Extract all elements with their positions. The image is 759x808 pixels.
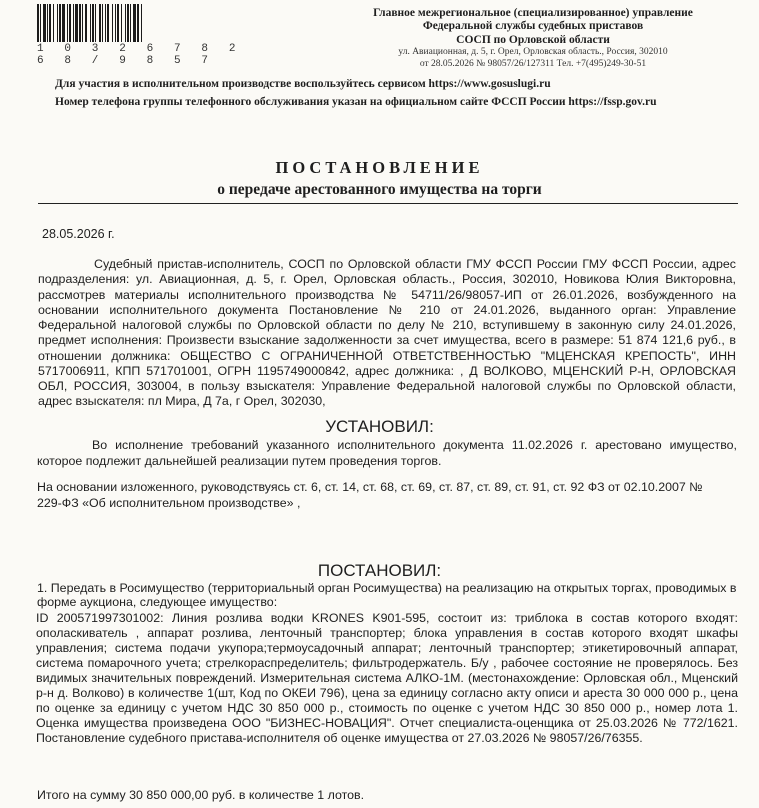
agency-address-block (332, 47, 734, 70)
resolution-item-1: 1. Передать в Росимущество (территориальный орган Росимущества) на реализацию на открытых торгах, проводимых в форме аукциона, следующее имущество: (37, 581, 737, 610)
agency-line-2: Федеральной службы судебных приставов (422, 20, 644, 33)
agency-header (332, 7, 734, 47)
document-subtitle: о передаче арестованного имущества на торги (217, 181, 542, 198)
resolved-heading: ПОСТАНОВИЛ: (317, 561, 442, 580)
title-divider (38, 203, 738, 204)
document-date: 28.05.2026 г. (42, 227, 115, 241)
fssp-notice: Номер телефона группы телефонного обслуживания указан на официальном сайте ФССП России https://fssp.gov.ru (55, 96, 657, 108)
document-title: ПОСТАНОВЛЕНИЕ (275, 158, 484, 177)
property-description: ID 200571997301002: Линия розлива водки KRONES K901-595, состоит из: триблока в состав которого входят: ополаскиватель , аппарат розлива, ленточный транспортер; блока управления в состав которого входят шкафы управления; система подачи укупора;термоусадочный аппарат; ленточный транспортер; этикетировочный аппарат, система помарочного учета; стрелкораспределитель; фильтродержатель. Б/у , рабочее состояние не проверялось. Без видимых значительных повреждений. Измерительная система АЛКО-1М. (местонахождение: Орловская обл., Мценский р-н д. Волково) в количестве 1(шт, Код по ОКЕИ 796), цена за единицу согласно акту описи и ареста 30 000 000 р., цена по оценке за единицу с учетом НДС 30 850 000 р., стоимость по оценке с учетом НДС 30 850 000 р., номер лота 1. Оценка имущества произведена ООО "БИЗНЕС-НОВАЦИЯ". Отчет специалиста-оценщика от 25.03.2026 № 772/1621. Постановление судебного пристава-исполнителя об оценке имущества от 27.03.2026 № 98057/26/76355. (36, 611, 738, 746)
document-reference: от 28.05.2026 № 98057/26/127311 Тел. +7(495)249-30-51 (419, 58, 647, 69)
barcode (37, 4, 259, 42)
intro-paragraph: Судебный пристав-исполнитель, СОСП по Орловской области ГМУ ФССП России ГМУ ФССП России, адрес подразделения: ул. Авиационная, д. 5, г. Орел, Орловская область., Россия, 302010, Новикова Юлия Викторовна, рассмотрев материалы исполнительного производства № 54711/26/98057-ИП от 26.01.2026, возбужденного на основании исполнительного документа Постановление № 210 от 24.01.2026, выданного орган: Управление Федеральной налоговой службы по Орловской области по делу № 210, вступившему в законную силу 24.01.2026, предмет исполнения: Произвести взыскание задолженности за счет имущества, всего в размере: 51 874 121,6 руб., в отношении должника: ОБЩЕСТВО С ОГРАНИЧЕННОЙ ОТВЕТСТВЕННОСТЬЮ "МЦЕНСКАЯ КРЕПОСТЬ", ИНН 5717006911, КПП 571701001, ОГРН 1195749000842, адрес должника: , Д ВОЛКОВО, МЦЕНСКИЙ Р-Н, ОРЛОВСКАЯ ОБЛ, РОССИЯ, 303004, в пользу взыскателя: Управление Федеральной налоговой службы по Орловской области, адрес взыскателя: пл Мира, Д 7а, г Орел, 302030, (38, 257, 736, 409)
established-heading: УСТАНОВИЛ: (325, 417, 434, 436)
agency-line-3: СОСП по Орловской области (456, 33, 610, 46)
agency-line-1: Главное межрегиональное (специализированное) управление (373, 7, 693, 19)
gosuslugi-notice: Для участия в исполнительном производстве воспользуйтесь сервисом https://www.gosuslugi.ru (55, 78, 551, 90)
total-amount: Итого на сумму 30 850 000,00 руб. в количестве 1 лотов. (37, 788, 365, 802)
agency-address: ул. Авиационная, д. 5, г. Орел, Орловская область., Россия, 302010 (398, 47, 668, 57)
basis-paragraph: На основании изложенного, руководствуясь ст. 6, ст. 14, ст. 68, ст. 69, ст. 87, ст. 89, ст. 91, ст. 92 ФЗ от 02.10.2007 № 229-ФЗ «Об исполнительном производстве» , (37, 480, 703, 510)
barcode-number: 1 0 3 2 6 7 8 2 6 8 / 9 8 5 7 (37, 43, 243, 67)
established-paragraph: Во исполнение требований указанного исполнительного документа 11.02.2026 г. арестовано имущество, которое подлежит дальнейшей реализации путем проведения торгов. (37, 438, 737, 468)
